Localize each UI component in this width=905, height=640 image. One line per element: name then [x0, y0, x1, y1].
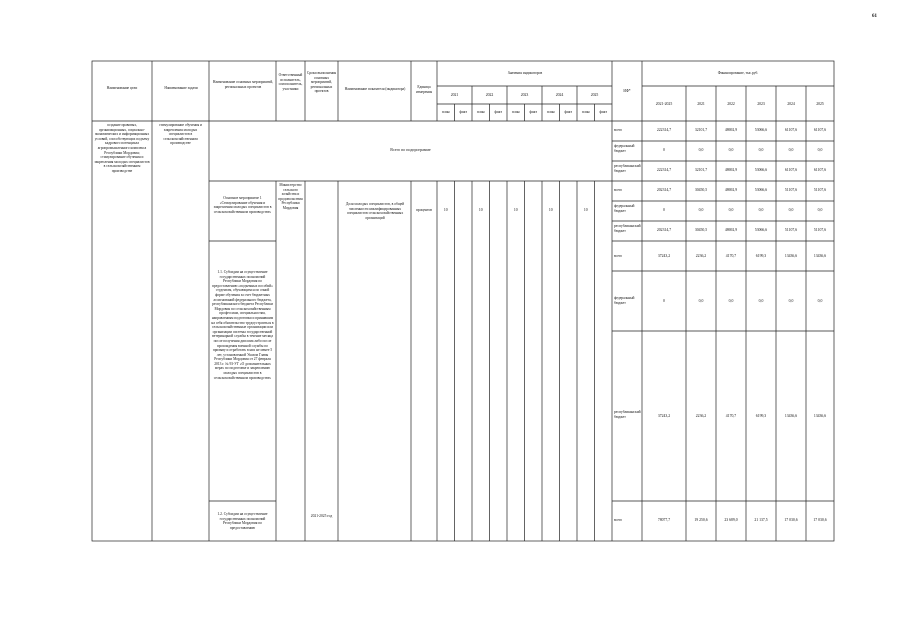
fin-value: 0,0	[758, 148, 764, 152]
fin-col-2021: 2021	[697, 102, 705, 106]
fin-value: 37243,2	[657, 414, 671, 418]
fund-source-label: всего	[614, 254, 623, 258]
year-2023: 2023	[520, 93, 529, 97]
fact-label: факт	[564, 110, 573, 114]
fund-source-label: всего	[614, 128, 623, 132]
fund-source-label: всего	[614, 188, 623, 192]
fin-value: 0,0	[698, 208, 704, 212]
activity1-executor: Министерство сельского хозяйства и продовольствия Республики Мордовия	[278, 183, 303, 210]
indicator-plan-value: 10	[478, 208, 483, 212]
fin-value: 21 137,5	[754, 518, 768, 522]
year-2024: 2024	[555, 93, 564, 97]
indicator-plan-value: 10	[513, 208, 518, 212]
fund-source-label: федеральный бюджет	[614, 296, 635, 305]
fin-value: 202314,7	[656, 228, 672, 232]
header-indicator-values: Значения индикаторов	[507, 71, 543, 75]
fin-col-2022: 2022	[727, 102, 735, 106]
fact-label: факт	[599, 110, 608, 114]
fin-value: 4170,7	[725, 414, 737, 418]
fin-value: 0,0	[788, 208, 794, 212]
fin-value: 53066,6	[754, 168, 768, 172]
fin-value: 0,0	[698, 148, 704, 152]
subsidy1-name: 1.1. Субсидии на осуществление государственных полномочий Республики Мордовия по предоставлению «подъемных пособий» студентам, обучающимся по очной форме обучения за счет бюджетных ассигнований федерального бюджета, республиканского бюджета Республики Мордовия по сельскохозяйственным профессиям, специальностям, направлениям подготовки и принявшим на себя обязательство трудоустроиться в сельскохозяйственные организации или организации системы государственной ветеринарной службы в течение месяца после получения диплома либо после прохождения военной службы по призыву и отработать в них не менее 5 лет, установленной Указом Главы Республики Мордовия от 27 февраля 2013 г. № 93-УГ «О дополнительных мерах по подготовке и закреплению молодых специалистов в сельскохозяйственном производстве»	[211, 270, 274, 380]
fin-value: 17 030,6	[813, 518, 827, 522]
fin-value: 51107,6	[813, 188, 827, 192]
fin-value: 48692,9	[724, 188, 738, 192]
header-financing: Финансирование, тыс.руб.	[717, 71, 759, 75]
fin-value: 202314,7	[656, 188, 672, 192]
section-total-label: Всего по подпрограмме	[390, 147, 431, 152]
indicator-plan-value: 10	[548, 208, 553, 212]
year-2025: 2025	[590, 93, 599, 97]
fin-value: 61107,6	[813, 168, 827, 172]
fin-value: 61107,6	[784, 168, 798, 172]
fin-value: 53066,6	[754, 188, 768, 192]
fund-source-label: федеральный бюджет	[614, 204, 635, 213]
fin-value: 2236,2	[695, 414, 707, 418]
fund-source-label: республиканский бюджет	[614, 410, 641, 419]
fin-value: 0,0	[758, 299, 764, 303]
fin-value: 48692,9	[724, 168, 738, 172]
fin-value: 222314,7	[656, 168, 672, 172]
fin-value: 222314,7	[656, 128, 672, 132]
task-text: стимулирование обучения и закрепления молодых специалистов в сельскохозяйственном производстве	[159, 123, 202, 146]
fin-value: 2236,2	[695, 254, 707, 258]
fin-value: 30450,5	[694, 228, 708, 232]
fin-value: 48692,9	[724, 128, 738, 132]
year-2021: 2021	[450, 93, 459, 97]
activity1-unit: процентов	[416, 208, 432, 212]
fin-value: 61107,6	[813, 128, 827, 132]
fin-value: 0	[663, 208, 665, 212]
fin-value: 0,0	[817, 208, 823, 212]
fin-col-2025: 2025	[816, 102, 824, 106]
page-number: 61	[872, 14, 877, 19]
subsidy2-deadline: 2021-2025 год	[310, 514, 333, 518]
fin-value: 0	[663, 148, 665, 152]
plan-label: план	[476, 110, 485, 114]
fund-source-label: республиканский бюджет	[614, 164, 641, 173]
goal-text: создание правовых, организационных, социально-экономических и информационных условий, способствующих подъему кадрового потенциала агропромышленного комплекса Республики Мордовия; стимулирование обучения и закрепления молодых специалистов в сельскохозяйственном производстве	[94, 123, 150, 173]
plan-label: план	[511, 110, 520, 114]
indicator-plan-value: 10	[583, 208, 588, 212]
fund-source-label: всего	[614, 518, 623, 522]
subsidy2-name: 1.2. Субсидии на осуществление государственных полномочий Республики Мордовия по предоставлению	[217, 512, 268, 530]
fin-col-2023: 2023	[757, 102, 765, 106]
fin-value: 32101,7	[694, 128, 708, 132]
header-executor: Ответственный исполнитель, соисполнитель, участники	[278, 73, 303, 91]
fin-value: 23 689,0	[724, 518, 738, 522]
fin-value: 78077,7	[657, 518, 671, 522]
fin-col-2024: 2024	[787, 102, 795, 106]
fund-source-label: федеральный бюджет	[614, 144, 635, 153]
year-2022: 2022	[485, 93, 494, 97]
fact-label: факт	[529, 110, 538, 114]
fin-value: 19 250,6	[694, 518, 708, 522]
activity1-indicator: Доля молодых специалистов, в общей численности квалифицированных специалистов сельскохозяйственных организаций	[345, 202, 405, 220]
fin-value: 13436,6	[813, 254, 827, 258]
fin-value: 17 030,6	[784, 518, 798, 522]
header-unit: Единица измерения	[415, 85, 433, 94]
fin-value: 32101,7	[694, 168, 708, 172]
fin-value: 13436,6	[784, 414, 798, 418]
fin-value: 13436,6	[784, 254, 798, 258]
fin-value: 0,0	[758, 208, 764, 212]
fin-value: 0,0	[817, 299, 823, 303]
fin-value: 61107,6	[784, 128, 798, 132]
header-deadline: Сроки выполнения основных мероприятий, региональных проектов	[306, 71, 337, 94]
plan-label: план	[546, 110, 555, 114]
header-activity-name: Наименование основных мероприятий, региональных проектов	[212, 80, 274, 89]
header-task-name: Наименование задачи	[164, 86, 198, 90]
header-indicator-name: Наименование показателя (индикатора)	[344, 87, 406, 91]
fin-value: 6199,3	[755, 414, 767, 418]
header-goal-name: Наименование цели	[106, 86, 138, 90]
fin-value: 6199,3	[755, 254, 767, 258]
fin-col-period: 2021-2025	[655, 102, 673, 106]
fund-source-label: республиканский бюджет	[614, 224, 641, 233]
activity1-name: Основное мероприятие 1 «Стимулирование обучения и закрепления молодых специалистов в сельскохозяйственном производстве»	[213, 196, 272, 214]
fin-value: 0,0	[788, 148, 794, 152]
fin-value: 51107,6	[813, 228, 827, 232]
fin-value: 0,0	[728, 299, 734, 303]
fin-value: 37243,2	[657, 254, 671, 258]
fact-label: факт	[459, 110, 468, 114]
fin-value: 0,0	[728, 148, 734, 152]
fact-label: факт	[494, 110, 503, 114]
fin-value: 0,0	[698, 299, 704, 303]
plan-label: план	[441, 110, 450, 114]
fin-value: 13436,6	[813, 414, 827, 418]
fin-value: 48692,9	[724, 228, 738, 232]
fin-value: 0,0	[817, 148, 823, 152]
fin-value: 30450,5	[694, 188, 708, 192]
fin-value: 51107,6	[784, 188, 798, 192]
fin-value: 53066,6	[754, 128, 768, 132]
fin-value: 53066,6	[754, 228, 768, 232]
indicator-plan-value: 10	[443, 208, 448, 212]
plan-label: план	[581, 110, 590, 114]
fin-value: 0,0	[728, 208, 734, 212]
header-fund-source: ИФ*	[623, 89, 631, 93]
fin-value: 0,0	[788, 299, 794, 303]
fin-value: 4170,7	[725, 254, 737, 258]
fin-value: 51107,6	[784, 228, 798, 232]
fin-value: 0	[663, 299, 665, 303]
